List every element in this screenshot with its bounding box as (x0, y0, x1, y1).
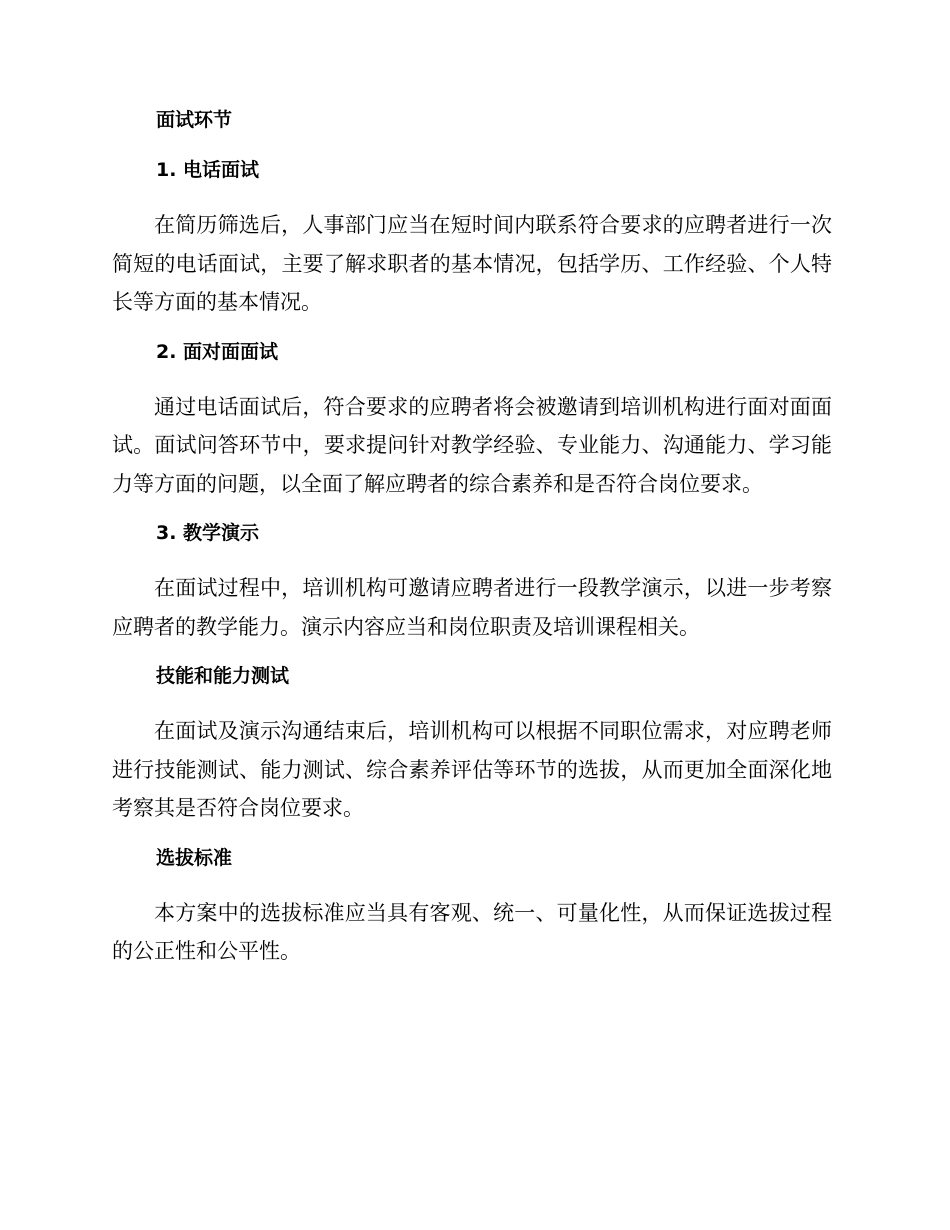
paragraph-selection-criteria: 本方案中的选拔标准应当具有客观、统一、可量化性，从而保证选拔过程的公正性和公平性。 (112, 900, 832, 963)
section-heading-teaching-demo: 3. 教学演示 (156, 522, 260, 544)
paragraph-phone-interview: 在简历筛选后，人事部门应当在短时间内联系符合要求的应聘者进行一次简短的电话面试，主要了解求职者的基本情况，包括学历、工作经验、个人特长等方面的基本情况。 (112, 213, 832, 314)
paragraph-teaching-demo: 在面试过程中，培训机构可邀请应聘者进行一段教学演示，以进一步考察应聘者的教学能力。演示内容应当和岗位职责及培训课程相关。 (112, 576, 832, 639)
section-heading-face-interview: 2. 面对面面试 (156, 340, 279, 363)
paragraph-skills-test: 在面试及演示沟通结束后，培训机构可以根据不同职位需求，对应聘老师进行技能测试、能力测试、综合素养评估等环节的选拔，从而更加全面深化地考察其是否符合岗位要求。 (112, 719, 832, 820)
section-heading-phone-interview: 1. 电话面试 (156, 159, 260, 181)
section-heading-interview: 面试环节 (156, 109, 233, 131)
section-heading-selection-criteria: 选拔标准 (156, 846, 233, 869)
paragraph-face-interview: 通过电话面试后，符合要求的应聘者将会被邀请到培训机构进行面对面面试。面试问答环节中，要求提问针对教学经验、专业能力、沟通能力、学习能力等方面的问题，以全面了解应聘者的综合素养和是否符合岗位要求。 (112, 394, 832, 496)
document-page (112, 106, 832, 971)
section-heading-skills-test: 技能和能力测试 (156, 665, 290, 687)
